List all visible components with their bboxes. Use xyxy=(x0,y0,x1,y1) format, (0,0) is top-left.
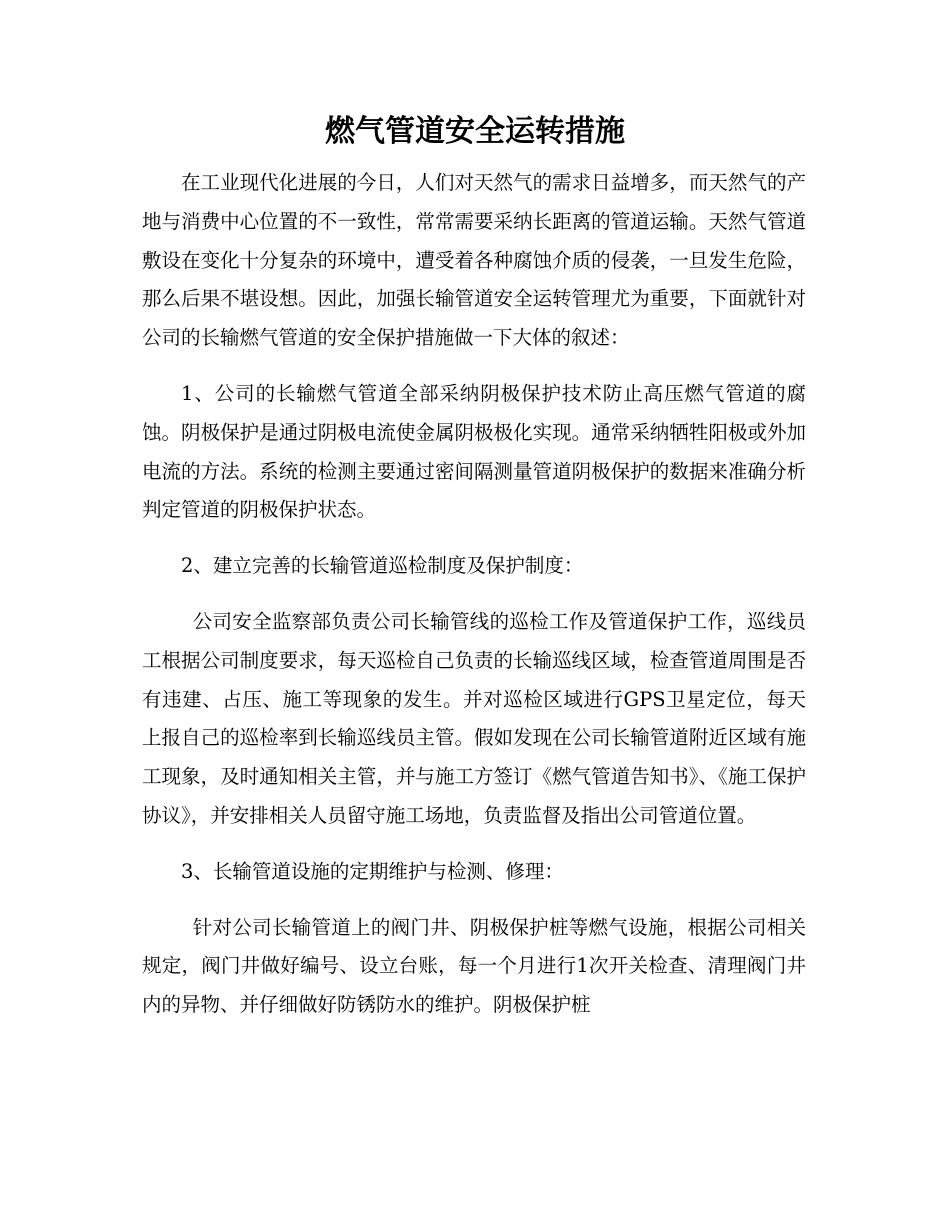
document-body xyxy=(142,164,806,1025)
paragraph-cathodic-protection: 1、公司的长输燃气管道全部采纳阴极保护技术防止高压燃气管道的腐蚀。阴极保护是通过阴极电流使金属阴极极化实现。通常采纳牺牲阳极或外加电流的方法。系统的检测主要通过密间隔测量管道阴极保护的数据来准确分析判定管道的阴极保护状态。 xyxy=(142,381,806,522)
paragraph-inspection-details: 公司安全监察部负责公司长输管线的巡检工作及管道保护工作，巡线员工根据公司制度要求，每天巡检自己负责的长输巡线区域，检查管道周围是否有违建、占压、施工等现象的发生。并对巡检区域进行GPS卫星定位，每天上报自己的巡检率到长输巡线员主管。假如发现在公司长输管道附近区域有施工现象，及时通知相关主管，并与施工方签订《燃气管道告知书》、《施工保护协议》，并安排相关人员留守施工场地，负责监督及指出公司管道位置。 xyxy=(142,609,806,827)
heading-maintenance: 3、长输管道设施的定期维护与检测、修理： xyxy=(181,859,564,883)
heading-inspection-system: 2、建立完善的长输管道巡检制度及保护制度： xyxy=(181,554,584,578)
document-title: 燃气管道安全运转措施 xyxy=(325,114,625,149)
paragraph-maintenance-details: 针对公司长输管道上的阀门井、阴极保护桩等燃气设施，根据公司相关规定，阀门井做好编号、设立台账，每一个月进行1次开关检查、清理阀门井内的异物、并仔细做好防锈防水的维护。阴极保护桩 xyxy=(142,915,806,1017)
paragraph-intro: 在工业现代化进展的今日，人们对天然气的需求日益增多，而天然气的产地与消费中心位置的不一致性，常常需要采纳长距离的管道运输。天然气管道敷设在变化十分复杂的环境中，遭受着各种腐蚀介质的侵袭，一旦发生危险，那么后果不堪设想。因此，加强长输管道安全运转管理尤为重要，下面就针对公司的长输燃气管道的安全保护措施做一下大体的叙述： xyxy=(142,171,806,350)
